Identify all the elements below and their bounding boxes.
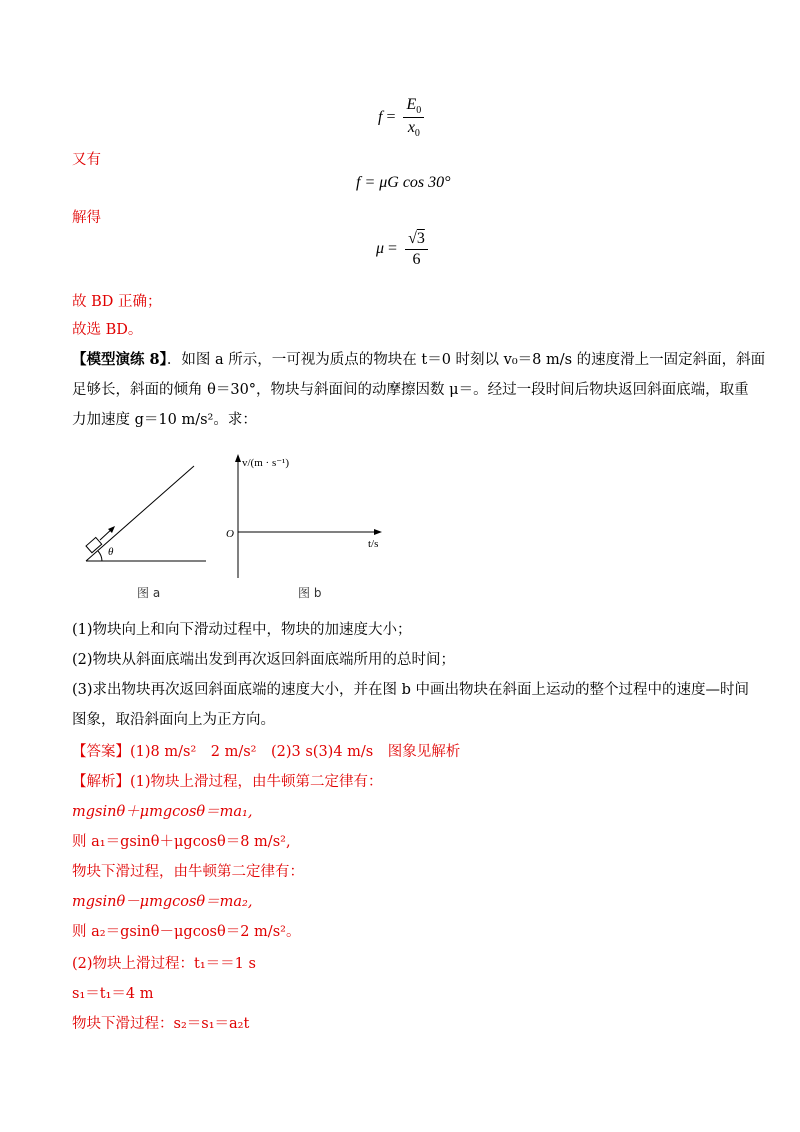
formula-mu-equals-root3-over-6 bbox=[376, 230, 428, 269]
caption-a: 图 a bbox=[137, 586, 161, 600]
answer-line: 【答案】(1)8 m/s² 2 m/s² (2)3 s(3)4 m/s 图象见解析 bbox=[72, 744, 461, 760]
equals-sign: = bbox=[386, 108, 396, 126]
v-axis-arrow bbox=[235, 454, 241, 462]
problem-line-2: 足够长，斜面的倾角 θ＝30°，物块与斜面间的动摩擦因数 μ＝。经过一段时间后物块返回斜面底端，取重 bbox=[72, 382, 749, 398]
analysis-line-5: mgsinθ－μmgcosθ＝ma₂, bbox=[72, 894, 253, 910]
analysis-line-9: 物块下滑过程：s₂＝s₁＝a₂t bbox=[72, 1016, 250, 1032]
figure-a-incline bbox=[76, 462, 216, 572]
denominator-var: x bbox=[407, 119, 415, 137]
t-axis-label: t/s bbox=[368, 538, 379, 550]
analysis-line-7: (2)物块上滑过程：t₁＝＝1 s bbox=[72, 956, 256, 972]
v-axis-label: v/(m · s⁻¹) bbox=[242, 457, 289, 469]
denominator: 6 bbox=[412, 251, 421, 268]
problem-line-3: 力加速度 g＝10 m/s²。求： bbox=[72, 412, 257, 428]
figure-b-vt-axes bbox=[220, 446, 400, 581]
t-axis-arrow bbox=[374, 529, 382, 535]
angle-label: θ bbox=[108, 546, 114, 558]
formula1-lhs: f bbox=[378, 108, 383, 126]
origin-label: O bbox=[226, 528, 234, 540]
caption-b: 图 b bbox=[298, 586, 322, 600]
question-3: (3)求出物块再次返回斜面底端的速度大小，并在图 b 中画出物块在斜面上运动的整个过程中的速度—时间 bbox=[72, 682, 750, 698]
formula-f-equals-e0-over-x0 bbox=[378, 96, 424, 139]
text-youyou: 又有 bbox=[72, 152, 101, 168]
angle-arc bbox=[98, 551, 102, 561]
analysis-line-3: 则 a₁＝gsinθ＋μgcosθ＝8 m/s², bbox=[72, 834, 291, 850]
question-2: (2)物块从斜面底端出发到再次返回斜面底端所用的总时间； bbox=[72, 652, 456, 668]
analysis-line-4: 物块下滑过程，由牛顿第二定律有： bbox=[72, 864, 304, 880]
formula3-lhs: μ bbox=[376, 240, 385, 258]
question-3-cont: 图象，取沿斜面向上为正方向。 bbox=[72, 712, 275, 728]
problem-line-1 bbox=[72, 350, 765, 370]
radicand: 3 bbox=[416, 230, 425, 247]
text-bd-correct: 故 BD 正确； bbox=[72, 294, 162, 310]
equals-sign: = bbox=[388, 240, 398, 258]
numerator-sub: 0 bbox=[416, 105, 422, 117]
analysis-line-6: 则 a₂＝gsinθ－μgcosθ＝2 m/s²。 bbox=[72, 924, 301, 940]
text-choose-bd: 故选 BD。 bbox=[72, 322, 143, 338]
denominator-sub: 0 bbox=[414, 128, 420, 140]
question-1: (1)物块向上和向下滑动过程中，物块的加速度大小； bbox=[72, 622, 412, 638]
numerator-var: E bbox=[406, 96, 417, 113]
analysis-line-8: s₁＝t₁＝4 m bbox=[72, 986, 154, 1002]
text-jiede: 解得 bbox=[72, 210, 101, 226]
block bbox=[86, 537, 102, 552]
analysis-line-1: 【解析】(1)物块上滑过程，由牛顿第二定律有： bbox=[72, 774, 383, 790]
sqrt-symbol: √ bbox=[408, 230, 417, 247]
fraction bbox=[405, 230, 428, 269]
problem-text-1: ．如图 a 所示，一可视为质点的物块在 t＝0 时刻以 v₀＝8 m/s 的速度滑上一固定斜面，斜面 bbox=[166, 352, 766, 368]
incline-surface bbox=[86, 466, 194, 561]
fraction bbox=[403, 96, 424, 139]
analysis-line-2: mgsinθ＋μmgcosθ＝ma₁, bbox=[72, 804, 253, 820]
formula-friction-mu-g-cos30: f = μG cos 30° bbox=[356, 174, 451, 191]
problem-tag: 【模型演练 8】 bbox=[72, 351, 167, 368]
